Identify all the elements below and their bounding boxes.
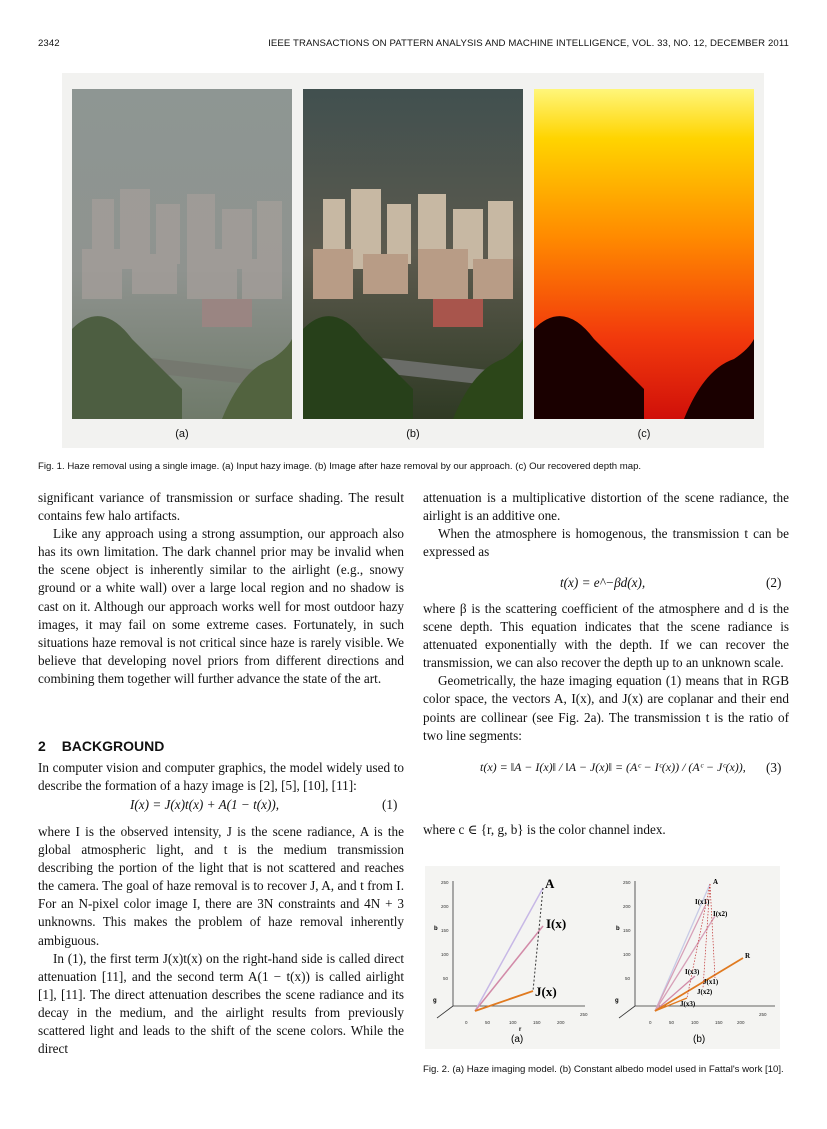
- figure-1-label-a: (a): [175, 428, 189, 440]
- vector-label-Ix: I(x): [546, 916, 567, 931]
- figure-1-caption: Fig. 1. Haze removal using a single image. (a) Input hazy image. (b) Image after haze removal by our approach. (c) Our recovered depth map.: [38, 461, 642, 472]
- equation-1-number: (1): [382, 797, 398, 812]
- left-paragraph-5: In (1), the first term J(x)t(x) on the right-hand side is called direct attenuation [11], and the second term A(1 − t(x)) is called airlight [1], [11]. The direct attenuation describes the scene radiance and its decay in the medium, and the airlight results from previously scattered light and leads to the shift of the scene colors. While the direct: [38, 950, 404, 1057]
- left-column-top: [38, 489, 404, 688]
- right-paragraph-3: where β is the scattering coefficient of the atmosphere and d is the scene depth. This equation indicates that the scene radiance is attenuated exponentially with the depth. If we can recover the transmission, we can also recover the depth up to an unknown scale.: [423, 601, 789, 671]
- a-tick-b-5: 50: [443, 976, 449, 981]
- b-tick-b-1: 250: [623, 880, 631, 885]
- depth-map-image: [534, 89, 754, 419]
- right-paragraph-5: where c ∈ {r, g, b} is the color channel index.: [423, 822, 666, 837]
- figure-1-label-b: (b): [406, 428, 420, 440]
- hazy-input-image: [72, 89, 292, 419]
- vector-label-Jx3: J(x3): [680, 1000, 696, 1008]
- right-paragraph-1: attenuation is a multiplicative distortion of the scene radiance, the airlight is an additive one.: [423, 490, 789, 524]
- a-axis-g: g: [433, 998, 437, 1004]
- left-paragraph-4: where I is the observed intensity, J is the scene radiance, A is the global atmospheric light, and t is the medium transmission describing the portion of the light that is not scattered and reaches the camera. The goal of haze removal is to recover J, A, and t from I. For an N-pixel color image I, there are 3N constraints and 4N + 3 unknowns. This makes the problem of haze removal inherently ambiguous.: [38, 824, 404, 948]
- journal-title: IEEE TRANSACTIONS ON PATTERN ANALYSIS AND MACHINE INTELLIGENCE, VOL. 33, NO. 12, DECEMBER 2011: [268, 38, 789, 49]
- vector-label-b-A: A: [713, 878, 719, 886]
- section-title: BACKGROUND: [61, 738, 165, 754]
- figure-2-label-a: (a): [511, 1034, 524, 1045]
- vector-label-Jx1: J(x1): [703, 978, 719, 986]
- a-tick-b-2: 200: [441, 904, 449, 909]
- vector-label-Jx2: J(x2): [697, 988, 713, 996]
- right-paragraph-2: When the atmosphere is homogenous, the transmission t can be expressed as: [423, 526, 789, 560]
- right-paragraph-4: Geometrically, the haze imaging equation (1) means that in RGB color space, the vectors A, I(x), and J(x) are coplanar and their end points are collinear (see Fig. 2a). The transmission t is the ratio of two line segments:: [423, 673, 789, 743]
- vector-label-A: A: [545, 876, 555, 891]
- vector-label-R: R: [745, 952, 751, 960]
- equation-3-number: (3): [766, 760, 782, 775]
- b-tick-b-3: 150: [623, 928, 631, 933]
- b-tick-r-6: 250: [759, 1012, 767, 1017]
- a-tick-r-4: 150: [533, 1020, 541, 1025]
- vector-label-Ix3: I(x3): [685, 968, 700, 976]
- right-paragraph-5-block: [423, 821, 789, 839]
- left-paragraph-2: Like any approach using a strong assumption, our approach also has its own limitation. The dark channel prior may be invalid when the scene object is inherently similar to the airlight (e.g., snowy ground or a white wall) over a large local region and no shadow is cast on it. Although our approach works well for most outdoor hazy images, it may fail on some extreme cases. Fortunately, in such situations haze removal is not critical since haze is rarely visible. We believe that developing novel priors from different directions and combining them together will further advance the state of the art.: [38, 526, 404, 686]
- b-tick-r-1: 0: [649, 1020, 652, 1025]
- vector-label-Jx: J(x): [535, 984, 557, 999]
- a-tick-r-3: 100: [509, 1020, 517, 1025]
- left-column-bottom: [38, 823, 404, 1058]
- a-axis-r: r: [519, 1027, 522, 1033]
- a-tick-b-1: 250: [441, 880, 449, 885]
- left-paragraph-1: significant variance of transmission or surface shading. The result contains few halo artifacts.: [38, 490, 404, 524]
- page-header: [38, 38, 789, 49]
- a-axis-b: b: [434, 926, 438, 932]
- a-tick-b-3: 150: [441, 928, 449, 933]
- b-tick-b-4: 100: [623, 952, 631, 957]
- a-tick-r-2: 50: [485, 1020, 491, 1025]
- b-tick-r-3: 100: [691, 1020, 699, 1025]
- figure-2-diagram: [425, 866, 780, 1049]
- b-tick-r-4: 150: [715, 1020, 723, 1025]
- left-paragraph-3: In computer vision and computer graphics, the model widely used to describe the formation of a hazy image is [2], [5], [10], [11]:: [38, 760, 404, 794]
- figure-1-label-c: (c): [637, 428, 651, 440]
- page-number: 2342: [38, 38, 60, 49]
- figure-1: [62, 73, 764, 448]
- b-tick-r-5: 200: [737, 1020, 745, 1025]
- b-axis-b: b: [616, 926, 620, 932]
- a-tick-r-6: 250: [580, 1012, 588, 1017]
- b-tick-b-2: 200: [623, 904, 631, 909]
- b-axis-g: g: [615, 998, 619, 1004]
- vector-label-Ix2: I(x2): [713, 910, 728, 918]
- a-tick-b-4: 100: [441, 952, 449, 957]
- right-column-top: [423, 489, 789, 561]
- equation-3: t(x) = ‖A − I(x)‖ / ‖A − J(x)‖ = (Aᶜ − Iᶜ(x)) / (Aᶜ − Jᶜ(x)),: [480, 760, 746, 774]
- figure-2-label-b: (b): [693, 1034, 706, 1045]
- equation-2-number: (2): [766, 575, 782, 590]
- right-column-middle: [423, 600, 789, 745]
- b-tick-b-5: 50: [625, 976, 631, 981]
- figure-2: [425, 866, 780, 1049]
- a-tick-r-1: 0: [465, 1020, 468, 1025]
- figure-2-caption: Fig. 2. (a) Haze imaging model. (b) Constant albedo model used in Fattal's work [10].: [423, 1064, 784, 1075]
- left-paragraph-3-block: [38, 759, 404, 795]
- section-number: 2: [38, 738, 46, 754]
- b-tick-r-2: 50: [669, 1020, 675, 1025]
- equation-2: t(x) = e^−βd(x),: [560, 575, 646, 590]
- dehazed-result-image: [303, 89, 523, 419]
- vector-label-Ix1: I(x1): [695, 898, 710, 906]
- equation-1: I(x) = J(x)t(x) + A(1 − t(x)),: [130, 797, 280, 812]
- section-heading: [38, 738, 164, 754]
- a-tick-r-5: 200: [557, 1020, 565, 1025]
